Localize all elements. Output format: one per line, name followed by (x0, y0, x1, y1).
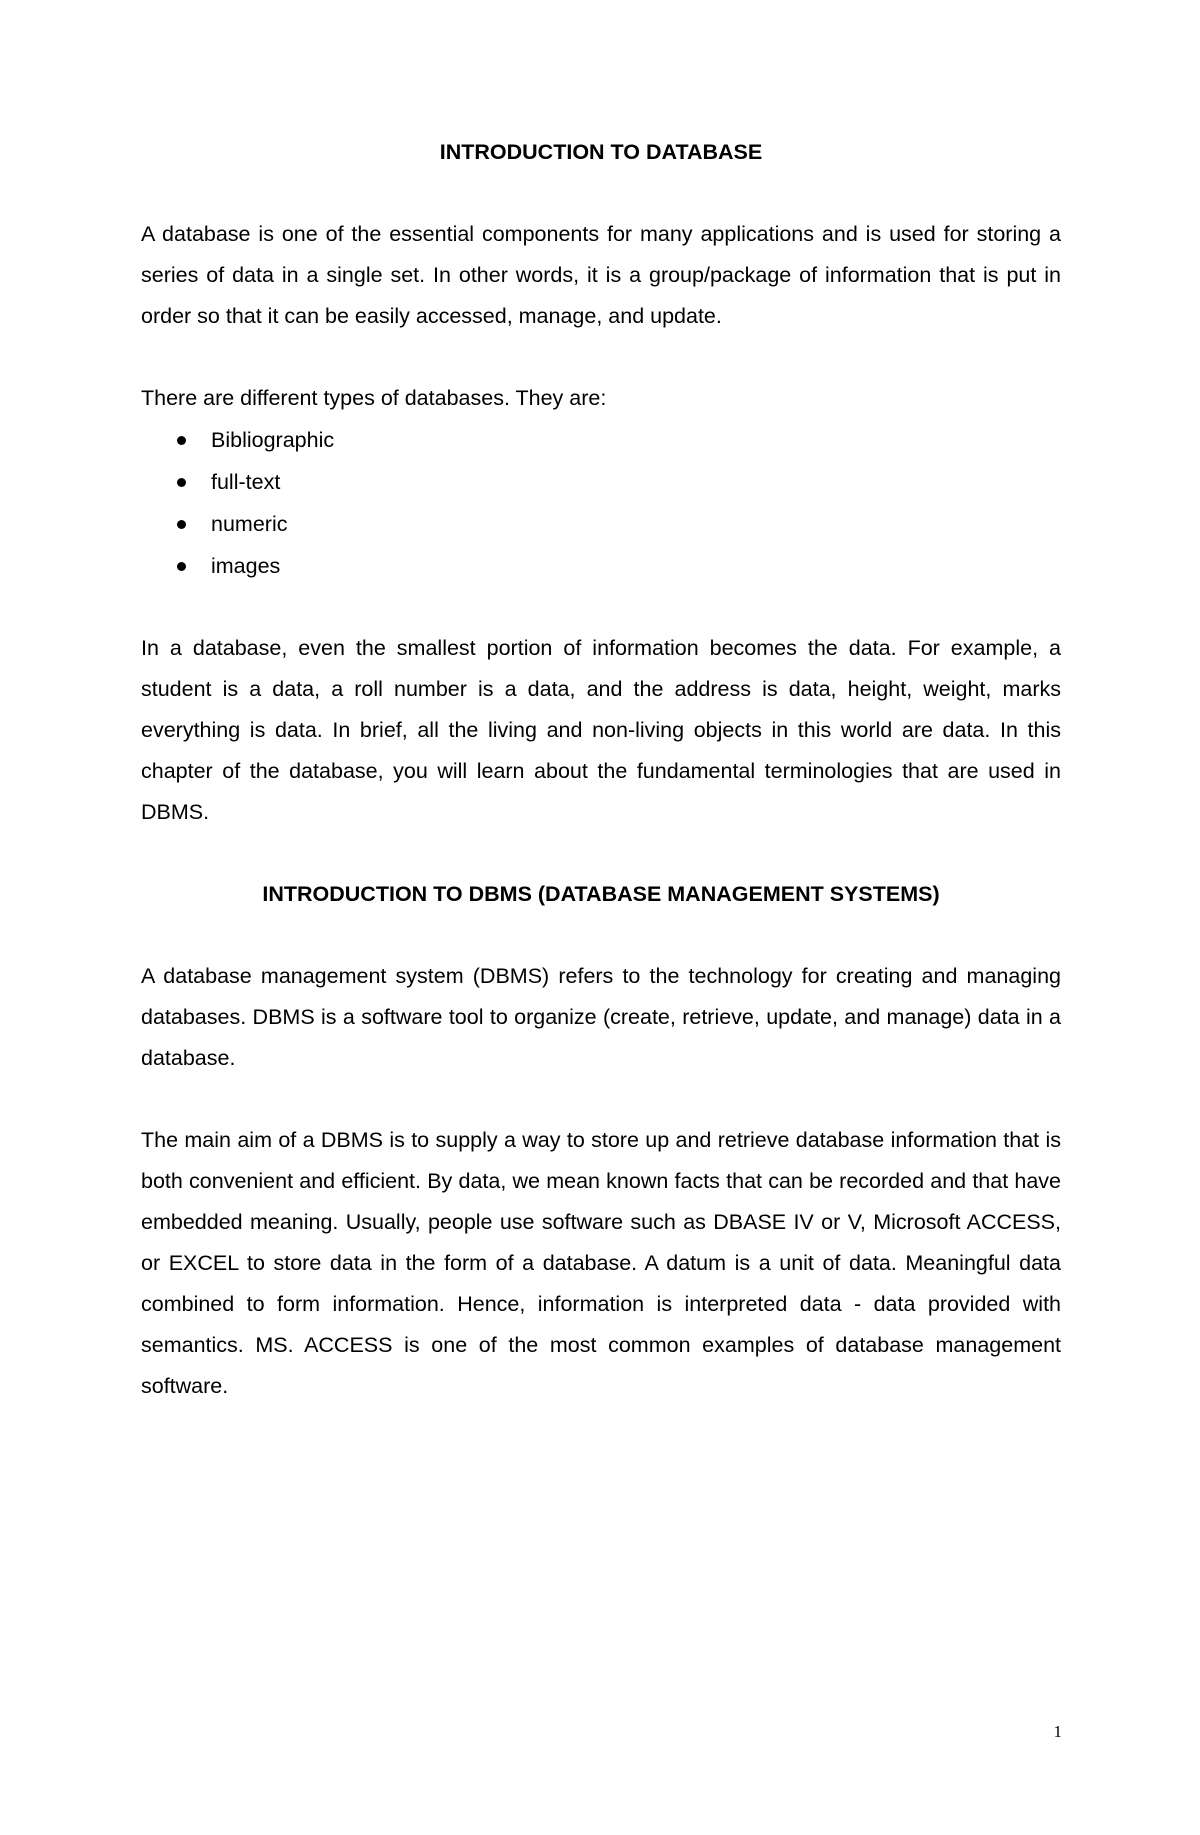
page-number: 1 (1053, 1722, 1062, 1741)
bullet-icon (177, 436, 186, 445)
bullet-icon (177, 478, 186, 487)
database-types-list (141, 419, 1061, 587)
spacer (141, 173, 1061, 214)
list-item (141, 419, 1061, 461)
paragraph-dbms-definition: A database management system (DBMS) refers to the technology for creating and managing databases. DBMS is a software tool to organize (create, retrieve, update, and manage) data in a database. (141, 964, 1061, 1070)
bullet-icon (177, 520, 186, 529)
list-item-label: full-text (211, 470, 281, 494)
list-item-label: images (211, 554, 281, 578)
paragraph-types-intro: There are different types of databases. They are: (141, 386, 607, 410)
list-item-label: numeric (211, 512, 288, 536)
heading-introduction-to-database: INTRODUCTION TO DATABASE (439, 140, 763, 164)
paragraph-dbms-aim: The main aim of a DBMS is to supply a way to store up and retrieve database information that is both convenient and efficient. By data, we mean known facts that can be recorded and that have embedded meaning. Usually, people use software such as DBASE IV or V, Microsoft ACCESS, or EXCEL to store data in the form of a database. A datum is a unit of data. Meaningful data combined to form information. Hence, information is interpreted data - data provided with semantics. MS. ACCESS is one of the most common examples of database management software. (141, 1128, 1061, 1398)
spacer (141, 587, 1061, 628)
list-item-label: Bibliographic (211, 428, 335, 452)
paragraph-database-definition: A database is one of the essential components for many applications and is used for storing a series of data in a single set. In other words, it is a group/package of information that is put in order so that it can be easily accessed, manage, and update. (141, 222, 1061, 328)
spacer (141, 915, 1061, 956)
document-page (141, 132, 1061, 1407)
heading-introduction-to-dbms: INTRODUCTION TO DBMS (DATABASE MANAGEMENT SYSTEMS) (262, 882, 940, 906)
list-item (141, 461, 1061, 503)
paragraph-data-explanation: In a database, even the smallest portion of information becomes the data. For example, a student is a data, a roll number is a data, and the address is data, height, weight, marks everything is data. In brief, all the living and non-living objects in this world are data. In this chapter of the database, you will learn about the fundamental terminologies that are used in DBMS. (141, 636, 1061, 824)
list-item (141, 503, 1061, 545)
list-item (141, 545, 1061, 587)
bullet-icon (177, 562, 186, 571)
spacer (141, 1079, 1061, 1120)
spacer (141, 833, 1061, 874)
spacer (141, 337, 1061, 378)
